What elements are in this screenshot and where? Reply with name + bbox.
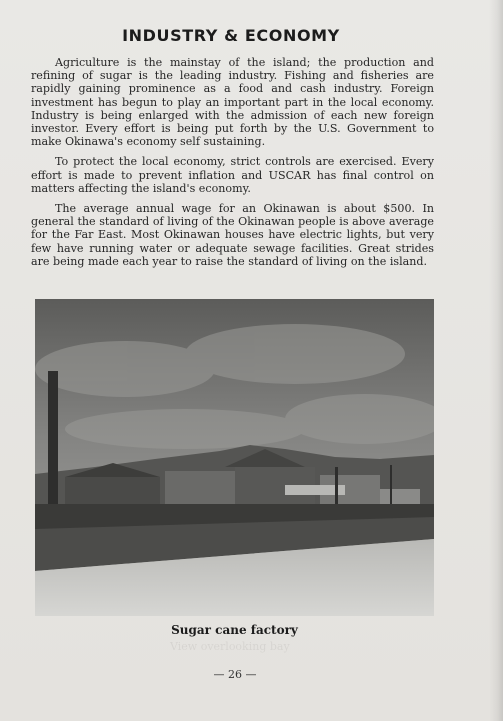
- photo-chimney: [48, 371, 58, 511]
- page-number: — 26 —: [213, 668, 257, 681]
- page-edge-shadow: [489, 0, 503, 721]
- section-heading: INDUSTRY & ECONOMY: [122, 26, 340, 45]
- paragraph-agriculture: Agriculture is the mainstay of the island; the production and refining of sugar is the leading industry. Fishing and fisheries are rapidly gaining prominence as a food and cash industry. Foreign investment has begun to play an important part in the local economy. Industry is being enlarged with the admission of each new foreign investor. Every effort is being put forth by the U.S. Government to make Okinawa's economy self sustaining.: [31, 56, 434, 149]
- body-text: [31, 56, 434, 275]
- sugar-factory-photo: [35, 299, 434, 616]
- photo-caption: Sugar cane factory: [171, 623, 298, 637]
- bleed-through-text: View overlooking bay: [170, 640, 290, 653]
- paragraph-economic-controls: To protect the local economy, strict controls are exercised. Every effort is made to prevent inflation and USCAR has final control on matters affecting the island's economy.: [31, 155, 434, 195]
- paragraph-standard-of-living: The average annual wage for an Okinawan is about $500. In general the standard of living of the Okinawan people is above average for the Far East. Most Okinawan houses have electric lights, but very few have running water or adequate sewage facilities. Great strides are being made each year to raise the standard of living on the island.: [31, 202, 434, 268]
